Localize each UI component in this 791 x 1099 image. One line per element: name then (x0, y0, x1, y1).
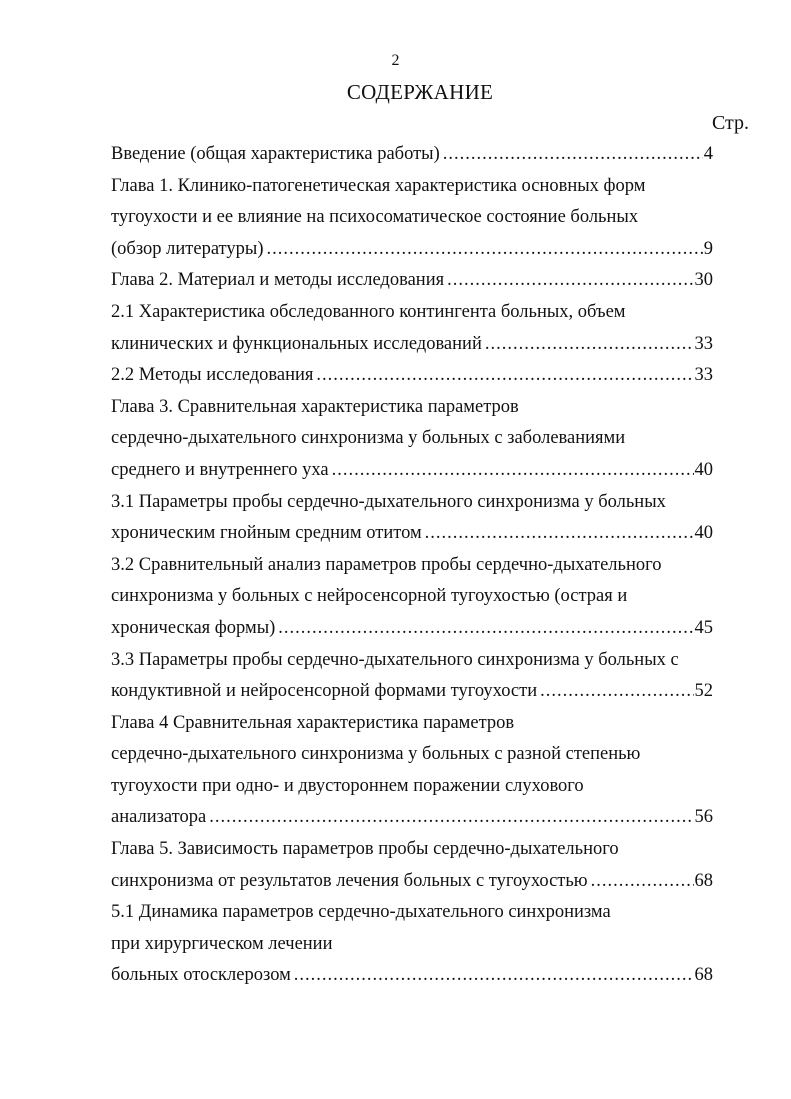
toc-entry-title: клинических и функциональных исследований (111, 333, 482, 354)
dot-leader (425, 518, 694, 550)
toc-entry (111, 171, 713, 266)
dot-leader (209, 802, 693, 834)
toc-entry-line: 5.1 Динамика параметров сердечно-дыхательного синхронизма (111, 902, 611, 923)
page-number: 2 (391, 52, 400, 69)
toc-entry-last-line (111, 329, 713, 361)
toc-page-number: 68 (694, 965, 713, 986)
page-column-label: Стр. (711, 112, 749, 134)
toc-entry-title: анализатора (111, 807, 207, 828)
toc-entry (111, 487, 713, 550)
toc-entry-line: Глава 5. Зависимость параметров пробы сердечно-дыхательного (111, 839, 619, 860)
dot-leader (294, 960, 694, 992)
toc-entry-line: синхронизма у больных с нейросенсорной тугоухостью (острая и (111, 586, 628, 607)
toc-entry (111, 708, 713, 834)
toc-page-number: 33 (694, 365, 713, 386)
toc-entry-line: Глава 3. Сравнительная характеристика параметров (111, 396, 519, 417)
toc-entry-last-line (111, 139, 713, 171)
toc-page-number: 68 (694, 870, 713, 891)
toc-entry (111, 392, 713, 487)
toc-entry-last-line (111, 802, 713, 834)
toc-entry-last-line (111, 518, 713, 550)
toc-entry-line: 3.2 Сравнительный анализ параметров пробы сердечно-дыхательного (111, 554, 662, 575)
toc-entry-last-line (111, 960, 713, 992)
toc-entry-line: при хирургическом лечении (111, 933, 333, 954)
toc-entry-line: сердечно-дыхательного синхронизма у больных с заболеваниями (111, 428, 626, 449)
toc-entry (111, 360, 713, 392)
toc-page-number: 33 (694, 333, 713, 354)
toc-page-number: 52 (694, 681, 713, 702)
toc-entry-last-line (111, 455, 713, 487)
toc-page-number: 4 (703, 144, 713, 164)
toc-entry-last-line (111, 676, 713, 708)
dot-leader (485, 329, 694, 361)
page-title: СОДЕРЖАНИЕ (346, 80, 494, 104)
toc-entry (111, 550, 713, 645)
toc-page-number: 56 (694, 807, 713, 828)
toc-entry-title: больных отосклерозом (111, 965, 291, 986)
toc-entry-title: Введение (общая характеристика работы) (111, 144, 440, 164)
toc-entry-line: 3.1 Параметры пробы сердечно-дыхательного синхронизма у больных (111, 491, 666, 512)
table-of-contents (111, 139, 713, 992)
toc-entry-title: среднего и внутреннего уха (111, 459, 329, 480)
toc-entry-last-line (111, 360, 713, 392)
toc-page-number: 40 (694, 523, 713, 544)
dot-leader (267, 234, 703, 266)
toc-entry (111, 645, 713, 708)
toc-entry-line: тугоухости при одно- и двустороннем поражении слухового (111, 775, 584, 796)
toc-page-number: 45 (694, 617, 713, 638)
toc-page-number: 40 (694, 459, 713, 480)
toc-entry-title: Глава 2. Материал и методы исследования (111, 270, 445, 291)
dot-leader (278, 613, 693, 645)
toc-entry-title: кондуктивной и нейросенсорной формами тугоухости (111, 681, 538, 702)
dot-leader (447, 265, 693, 297)
toc-entry-last-line (111, 234, 713, 266)
toc-entry-last-line (111, 265, 713, 297)
toc-entry-line: Глава 4 Сравнительная характеристика параметров (111, 712, 515, 733)
toc-entry-last-line (111, 613, 713, 645)
toc-entry-title: (обзор литературы) (111, 238, 264, 259)
toc-entry-last-line (111, 866, 713, 898)
toc-entry-line: сердечно-дыхательного синхронизма у больных с разной степенью (111, 744, 641, 765)
toc-entry-title: 2.2 Методы исследования (111, 365, 314, 386)
toc-entry-title: хроническим гнойным средним отитом (111, 523, 422, 544)
toc-entry (111, 265, 713, 297)
toc-entry-title: хроническая формы) (111, 617, 276, 638)
dot-leader (332, 455, 694, 487)
toc-entry-title: синхронизма от результатов лечения больных с тугоухостью (111, 870, 588, 891)
dot-leader (316, 360, 693, 392)
toc-entry-line: 2.1 Характеристика обследованного контингента больных, объем (111, 301, 626, 322)
toc-entry (111, 297, 713, 360)
toc-entry (111, 139, 713, 171)
toc-entry-line: Глава 1. Клинико-патогенетическая характеристика основных форм (111, 175, 646, 196)
toc-entry-line: 3.3 Параметры пробы сердечно-дыхательного синхронизма у больных с (111, 649, 679, 670)
toc-entry-line: тугоухости и ее влияние на психосоматическое состояние больных (111, 207, 639, 228)
toc-entry (111, 897, 713, 992)
toc-page-number: 30 (694, 270, 713, 291)
toc-entry (111, 834, 713, 897)
toc-page-number: 9 (703, 238, 713, 259)
dot-leader (591, 866, 694, 898)
dot-leader (443, 139, 703, 171)
dot-leader (540, 676, 693, 708)
